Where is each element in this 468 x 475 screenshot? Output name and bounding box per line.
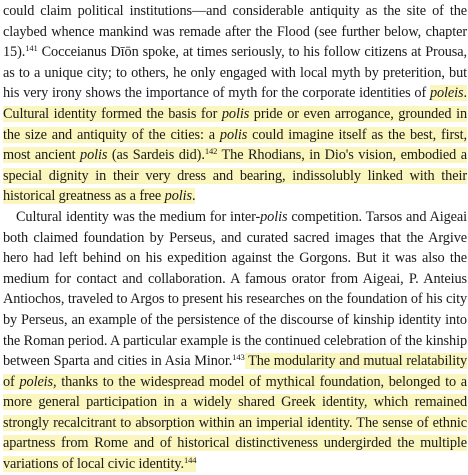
italic-term: poleis: [429, 85, 464, 102]
highlighted-passage: [3, 353, 467, 472]
highlighted-text: The Rhodians, in Dio's vision, embodied a special dignity in their very dress and bearing, indissolubly linked with their historical greatness as a free: [3, 147, 467, 205]
paragraph-2-text: competition. Tarsos and Aigeai both claimed foundation by Perseus, and curated sacred images that the Argive hero had left behind on his expedition against the Gorgons. But it was also the medium for contact and collaboration. A famous orator from Aigeai, P. Anteius Antiochos, traveled to Argos to present his researches on the foundation of his city by Perseus, an example of the persistence of the discourse of kinship identity into the Roman period. A particular example is the continued celebration of the kinship between Sparta and cities in Asia Minor.: [3, 208, 467, 370]
paragraph-1: [3, 1, 467, 207]
highlighted-text: pride or even arrogance, grounded in the size and antiquity of the cities: a: [3, 105, 467, 143]
paragraph-1-text: could claim political institutions—and considerable antiquity as the site of the claybed whence mankind was remade after the Flood (see further below, chapter 15).: [3, 3, 467, 61]
italic-term: poleis: [19, 373, 54, 390]
footnote-ref-144[interactable]: 144: [183, 455, 197, 466]
footnote-ref-142[interactable]: 142: [204, 146, 218, 157]
italic-term: polis: [219, 126, 248, 143]
paragraph-2: [3, 207, 467, 475]
italic-term: polis: [221, 105, 250, 122]
document-page: [3, 1, 467, 475]
highlighted-text: (as Sardeis did).: [107, 147, 205, 164]
highlighted-text: The modularity and mutual relatability of: [3, 353, 467, 390]
italic-term: polis: [80, 147, 108, 164]
italic-term: polis: [260, 208, 288, 225]
highlighted-text: , thanks to the widespread model of mythical foundation, belonged to a more general participation in a widely shared Greek identity, which remained strongly recalcitrant to absorption within an imperial identity. The sense of ethnic apartness from Rome and of historical distinctiveness undergirded the multiple variations of local civic identity.: [3, 373, 468, 473]
italic-term: polis: [164, 188, 192, 205]
highlighted-text: . Cultural identity formed the basis for: [3, 85, 467, 122]
paragraph-1-text: Cocceianus Dīōn spoke, at times seriously, to his follow citizens at Prousa, as to a unique city; to others, he only engaged with local myth by preterition, but his very irony shows the importance of myth for the corporate identities of: [3, 44, 467, 102]
footnote-ref-143[interactable]: 143: [232, 352, 245, 363]
paragraph-2-text: Cultural identity was the medium for inter-: [16, 208, 261, 225]
highlighted-passage: [3, 85, 467, 204]
highlighted-text: could imagine itself as the best, first, most ancient: [3, 126, 467, 164]
highlighted-text: .: [191, 188, 196, 205]
footnote-ref-141[interactable]: 141: [25, 43, 38, 54]
